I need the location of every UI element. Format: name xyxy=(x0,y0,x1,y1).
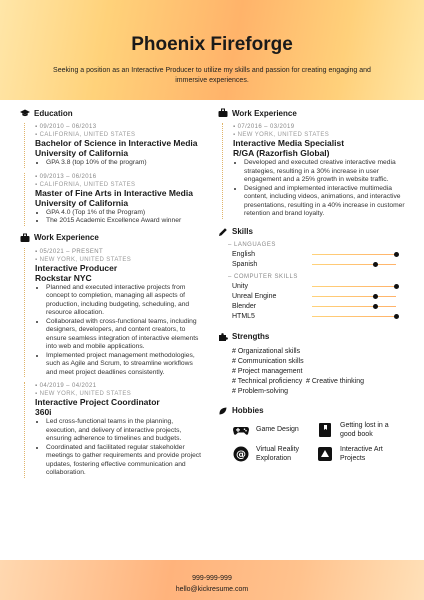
summary-text: Seeking a position as an Interactive Producer to utilize my skills and passion for creating engaging and immersive experiences. xyxy=(53,67,371,84)
skill-bar xyxy=(312,296,396,297)
graduation-cap-icon xyxy=(20,108,30,118)
skill-name: Unreal Engine xyxy=(232,293,277,300)
skill-name: English xyxy=(232,251,255,258)
hobbies-heading xyxy=(218,406,408,416)
skill-name: Blender xyxy=(232,303,257,310)
skill-level-dot xyxy=(394,284,399,289)
entry-date: ▪ 07/2016 – 03/2019 xyxy=(233,124,295,130)
education-entry xyxy=(24,123,202,168)
strengths-heading xyxy=(218,332,408,342)
bullet-item: • Developed and executed creative interactive media strategies, resulting in a 30% increase in user engagement and a 25% growth in website traffic. xyxy=(244,159,408,185)
entry-bullets xyxy=(35,159,202,168)
work-entry xyxy=(222,123,408,219)
job-title: Interactive Producer xyxy=(35,262,118,273)
entry-location: ▪ NEW YORK, UNITED STATES xyxy=(233,132,330,138)
work-entry xyxy=(24,248,202,378)
skill-row xyxy=(232,312,408,322)
education-entry xyxy=(24,173,202,226)
school-name: University of California xyxy=(35,197,129,208)
entry-date: ▪ 09/2010 – 06/2013 xyxy=(35,124,97,130)
svg-text:@: @ xyxy=(236,449,246,460)
candidate-name: Phoenix Fireforge xyxy=(131,34,293,55)
skill-level-dot xyxy=(394,314,399,319)
briefcase-icon xyxy=(20,233,30,243)
entry-location: ▪ CALIFORNIA, UNITED STATES xyxy=(35,181,136,188)
entry-bullets xyxy=(35,284,202,378)
bullet-item: • Led cross-functional teams in the planning, execution, and delivery of interactive projects, ensuring adherence to timelines and budgets. xyxy=(46,418,202,444)
company-name: 360i xyxy=(35,407,52,417)
skill-row xyxy=(232,302,408,312)
skill-row xyxy=(232,292,408,302)
briefcase-icon xyxy=(218,108,228,118)
bullet-item: • Implemented project management methodologies, such as Agile and Scrum, to streamline workflows and meet project deadlines consistently. xyxy=(46,352,202,378)
hobby-item xyxy=(316,445,400,463)
book-icon xyxy=(316,421,334,439)
skill-row xyxy=(232,282,408,292)
skills-title: Skills xyxy=(232,227,253,236)
work-heading xyxy=(218,108,408,118)
education-title: Education xyxy=(34,108,73,118)
bullet-item: • GPA 4.0 (Top 1% of the Program) xyxy=(46,209,202,218)
skill-bar xyxy=(312,286,396,287)
entry-bullets xyxy=(233,159,408,219)
company-name: R/GA (Razorfish Global) xyxy=(233,148,330,158)
entry-bullets xyxy=(35,418,202,478)
skill-bar xyxy=(312,316,396,317)
degree-title: Bachelor of Science in Interactive Media xyxy=(35,138,198,148)
pencil-icon xyxy=(218,227,228,237)
hobby-label: Virtual Reality Exploration xyxy=(256,445,300,462)
bullet-item: • Collaborated with cross-functional teams, including designers, developers, and content creators, to ensure seamless integration of interactive elements into web and mobile applications. xyxy=(46,318,202,352)
hobby-label: Getting lost in a good book xyxy=(340,421,389,438)
skill-name: Spanish xyxy=(232,261,258,268)
work-title: Work Experience xyxy=(34,233,99,242)
entry-location: ▪ CALIFORNIA, UNITED STATES xyxy=(35,132,136,138)
school-name: University of California xyxy=(35,148,129,158)
skill-level-dot xyxy=(373,294,378,299)
puzzle-icon xyxy=(218,332,228,342)
gamepad-icon xyxy=(232,421,250,439)
right-column xyxy=(218,108,408,463)
strengths-list xyxy=(232,347,408,396)
entry-date: ▪ 05/2021 – PRESENT xyxy=(35,248,104,255)
strength-item: # Project management xyxy=(232,367,303,375)
skill-bar xyxy=(312,264,396,265)
strength-item: # Communication skills xyxy=(232,357,304,365)
bullet-item: • GPA 3.8 (top 10% of the program) xyxy=(46,159,202,168)
bullet-item: • The 2015 Academic Excellence Award winner xyxy=(46,217,202,226)
job-title: Interactive Media Specialist xyxy=(233,138,345,148)
degree-title: Master of Fine Arts in Interactive Media xyxy=(35,187,193,198)
skill-row xyxy=(232,250,408,260)
hobbies-list xyxy=(232,421,408,463)
strength-item: # Technical proficiency xyxy=(232,377,303,385)
strength-item: # Problem-solving xyxy=(232,387,289,395)
skill-bar xyxy=(312,306,396,307)
work-entry xyxy=(24,382,202,478)
contact-email: hello@kickresume.com xyxy=(175,586,249,593)
hobby-label: Interactive Art Projects xyxy=(340,445,383,462)
contact-phone: 999-999-999 xyxy=(192,575,232,582)
education-heading xyxy=(20,108,202,118)
hobby-item xyxy=(232,445,316,463)
skill-level-dot xyxy=(394,252,399,257)
entry-date: ▪ 04/2019 – 04/2021 xyxy=(35,383,97,389)
skill-row xyxy=(232,260,408,270)
skill-name: Unity xyxy=(232,283,248,290)
work-heading xyxy=(20,233,202,243)
skill-group-label: – LANGUAGES xyxy=(228,241,276,248)
hobbies-title: Hobbies xyxy=(232,406,264,415)
entry-location: ▪ NEW YORK, UNITED STATES xyxy=(35,256,132,263)
entry-location: ▪ NEW YORK, UNITED STATES xyxy=(35,391,132,397)
bullet-item: • Coordinated and facilitated regular stakeholder meetings to gather requirements and provide project updates, fostering effective communication and collaboration. xyxy=(46,444,202,478)
hobby-item xyxy=(232,421,316,439)
leaf-icon xyxy=(218,406,228,416)
strength-item: # Organizational skills xyxy=(232,347,301,355)
bullet-item: • Designed and implemented interactive multimedia content, including videos, animations, and interactive presentations, resulting in a 40% increase in customer retention and brand loyalty. xyxy=(244,185,408,219)
job-title: Interactive Project Coordinator xyxy=(35,397,160,407)
work-title: Work Experience xyxy=(232,108,297,118)
skill-group-label: – COMPUTER SKILLS xyxy=(228,273,298,280)
skill-level-dot xyxy=(373,304,378,309)
hobby-item xyxy=(316,421,400,439)
skill-bar xyxy=(312,254,396,255)
entry-bullets xyxy=(35,209,202,226)
left-column xyxy=(20,108,202,483)
skill-level-dot xyxy=(373,262,378,267)
skill-name: HTML5 xyxy=(232,313,255,320)
at-sign-icon xyxy=(232,445,250,463)
company-name: Rockstar NYC xyxy=(35,272,92,283)
strengths-title: Strengths xyxy=(232,332,270,341)
entry-date: ▪ 09/2013 – 06/2016 xyxy=(35,173,97,180)
hobby-label: Game Design xyxy=(256,426,299,433)
strength-item: # Creative thinking xyxy=(306,377,364,385)
bullet-item: • Planned and executed interactive projects from concept to completion, managing all aspects of production, including budgeting, scheduling, and resource allocation. xyxy=(46,284,202,318)
skills-heading xyxy=(218,227,408,237)
art-icon xyxy=(316,445,334,463)
